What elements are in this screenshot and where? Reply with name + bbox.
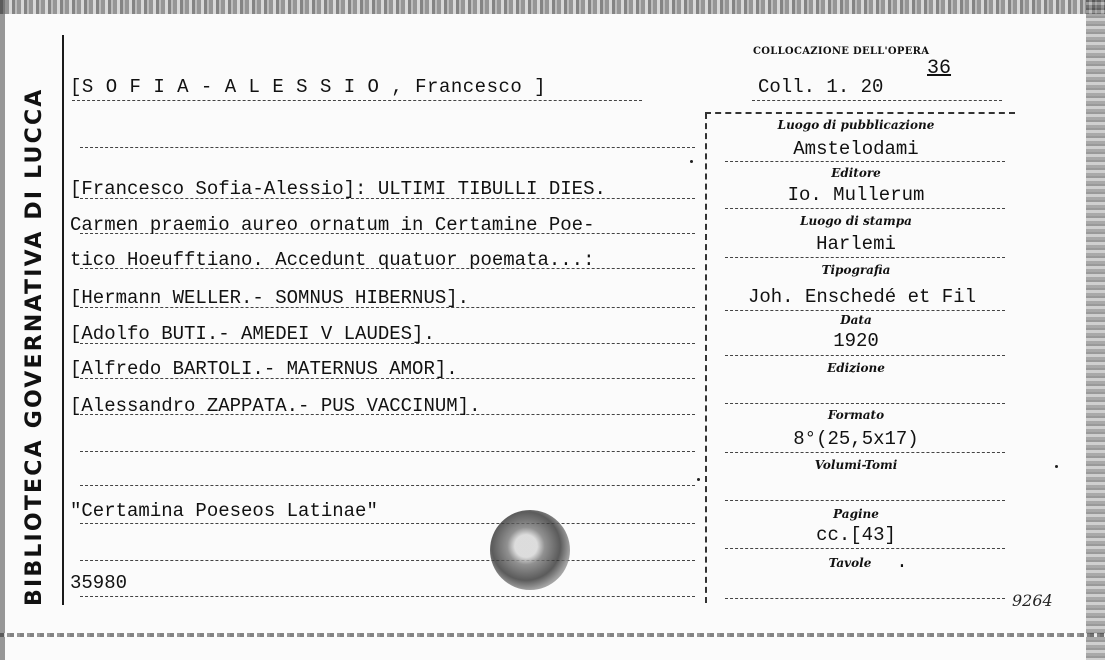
field-rule	[725, 452, 1005, 453]
description-line: [Alessandro ZAPPATA.- PUS VACCINUM].	[70, 395, 481, 417]
field-label-volumi-tomi: Volumi-Tomi	[814, 458, 898, 472]
collocation-value: Coll. 1. 20	[758, 76, 884, 98]
field-label-tipografia: Tipografia	[821, 263, 891, 277]
field-rule	[725, 257, 1005, 258]
card-left-edge	[0, 0, 5, 660]
field-label-luogo-pubblicazione: Luogo di pubblicazione	[777, 118, 935, 132]
field-value-data: 1920	[833, 330, 879, 352]
rule-1	[80, 147, 695, 148]
field-value-formato: 8°(25,5x17)	[793, 428, 919, 450]
margin-line	[62, 35, 64, 605]
card-right-edge	[1086, 0, 1105, 660]
rule-11	[80, 523, 695, 524]
field-rule	[725, 310, 1005, 311]
field-label-editore: Editore	[831, 166, 881, 180]
field-label-formato: Formato	[827, 408, 885, 422]
rule-12	[80, 560, 695, 561]
field-rule	[725, 403, 1005, 404]
series-note: "Certamina Poeseos Latinae"	[70, 500, 378, 522]
library-name: BIBLIOTECA GOVERNATIVA DI LUCCA	[22, 87, 47, 606]
collocation-superscript: 36	[927, 57, 952, 80]
field-label-edizione: Edizione	[827, 361, 885, 375]
rule-13	[80, 596, 695, 597]
field-rule	[725, 355, 1005, 356]
description-line: [Adolfo BUTI.- AMEDEI V LAUDES].	[70, 323, 435, 345]
field-rule	[725, 548, 1005, 549]
collocation-rule	[752, 100, 1002, 101]
field-value-editore: Io. Mullerum	[787, 184, 925, 206]
field-label-tavole: Tavole	[828, 556, 872, 570]
field-value-tipografia: Joh. Enschedé et Fil	[747, 286, 977, 308]
speck	[1055, 465, 1058, 468]
card-top-edge	[0, 0, 1105, 14]
speck	[690, 160, 693, 163]
speck	[697, 478, 700, 481]
library-stamp	[490, 510, 570, 590]
author-heading: [S O F I A - A L E S S I O , Francesco ]	[70, 76, 547, 98]
handwritten-note: 9264	[1012, 591, 1053, 610]
field-rule	[725, 500, 1005, 501]
description-line: tico Hoeufftiano. Accedunt quatuor poemata...:	[70, 249, 595, 271]
rule-heading	[72, 100, 642, 101]
rule-9	[80, 451, 695, 452]
description-line: [Alfredo BARTOLI.- MATERNUS AMOR].	[70, 358, 458, 380]
field-value-pagine: cc.[43]	[816, 524, 896, 546]
description-line: Carmen praemio aureo ornatum in Certamine Poe-	[70, 214, 595, 236]
field-label-luogo-stampa: Luogo di stampa	[800, 214, 912, 228]
field-value-tavole: .	[896, 551, 908, 573]
inventory-number: 35980	[70, 572, 128, 594]
field-value-luogo-stampa: Harlemi	[816, 233, 896, 255]
description-line: [Francesco Sofia-Alessio]: ULTIMI TIBULLI DIES.	[70, 178, 606, 200]
rule-10	[80, 485, 695, 486]
field-box-top	[705, 112, 1015, 114]
field-label-pagine: Pagine	[833, 507, 879, 521]
field-rule	[725, 161, 1005, 162]
field-rule	[725, 208, 1005, 209]
description-line: [Hermann WELLER.- SOMNUS HIBERNUS].	[70, 287, 470, 309]
field-label-data: Data	[840, 313, 872, 327]
card-bottom-edge	[0, 633, 1105, 637]
field-value-luogo-pubblicazione: Amstelodami	[793, 138, 919, 160]
field-rule	[725, 598, 1005, 599]
collocation-label: COLLOCAZIONE DELL'OPERA	[753, 46, 930, 57]
